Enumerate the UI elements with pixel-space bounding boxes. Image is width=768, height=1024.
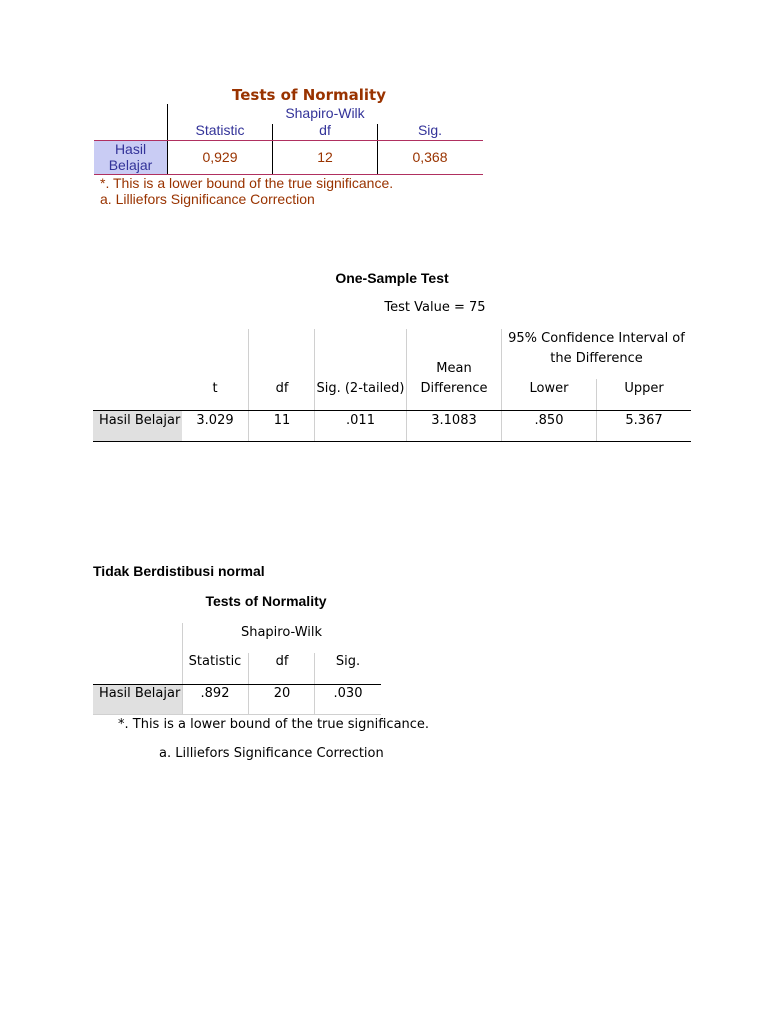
table2-test-value: Test Value = 75 bbox=[384, 300, 486, 315]
table1-value-sig: 0,368 bbox=[412, 149, 448, 165]
table1-value-statistic: 0,929 bbox=[202, 149, 238, 165]
table2-ci-header-line1: 95% Confidence Interval of bbox=[508, 331, 685, 346]
table1-rule bbox=[94, 140, 483, 141]
table1-title: Tests of Normality bbox=[232, 86, 386, 104]
table1-row-label-line1: Hasil bbox=[114, 141, 147, 157]
table2-mean-header-line2: Difference bbox=[420, 381, 488, 396]
table2-divider bbox=[406, 329, 407, 441]
table2-value-mean-diff: 3.1083 bbox=[431, 413, 477, 428]
table1-col-sig: Sig. bbox=[417, 122, 443, 138]
table3-col-sig: Sig. bbox=[335, 654, 361, 669]
table2-col-df: df bbox=[275, 381, 289, 396]
table2-col-t: t bbox=[212, 381, 218, 396]
table2-divider bbox=[248, 329, 249, 441]
table3-footnote-1: *. This is a lower bound of the true significance. bbox=[118, 717, 430, 732]
table3-rule bbox=[93, 684, 381, 685]
table2-col-sig: Sig. (2-tailed) bbox=[316, 381, 405, 396]
table2-rule bbox=[93, 441, 691, 442]
table2-col-upper: Upper bbox=[624, 381, 664, 396]
table2-mean-header-line1: Mean bbox=[436, 361, 472, 376]
table3-col-df: df bbox=[275, 654, 289, 669]
table1-value-df: 12 bbox=[317, 149, 333, 165]
table2-value-df: 11 bbox=[273, 413, 291, 428]
section-heading: Tidak Berdistibusi normal bbox=[93, 563, 265, 579]
table3-row-label: Hasil Belajar bbox=[99, 686, 181, 701]
table2-ci-header-line2: the Difference bbox=[550, 351, 643, 366]
table3-value-statistic: .892 bbox=[200, 686, 230, 701]
table1-group-header: Shapiro-Wilk bbox=[285, 105, 365, 121]
table1-row-label bbox=[94, 140, 167, 174]
table1-footnote-2: a. Lilliefors Significance Correction bbox=[100, 191, 315, 207]
table2-divider bbox=[501, 329, 502, 441]
table3-title: Tests of Normality bbox=[205, 593, 327, 609]
table2-divider bbox=[314, 329, 315, 441]
table3-divider bbox=[182, 623, 183, 715]
table3-value-df: 20 bbox=[273, 686, 291, 701]
table2-rule bbox=[93, 410, 691, 411]
table2-title: One-Sample Test bbox=[335, 270, 449, 286]
table2-col-lower: Lower bbox=[529, 381, 569, 396]
table1-col-statistic: Statistic bbox=[195, 122, 245, 138]
table1-divider bbox=[377, 124, 378, 175]
table2-value-sig: .011 bbox=[346, 413, 375, 428]
table2-value-t: 3.029 bbox=[196, 413, 234, 428]
table3-value-sig: .030 bbox=[333, 686, 363, 701]
table3-col-statistic: Statistic bbox=[188, 654, 242, 669]
table1-row-label-line2: Belajar bbox=[108, 157, 153, 173]
table1-col-df: df bbox=[319, 122, 331, 138]
table2-row-label: Hasil Belajar bbox=[99, 413, 181, 428]
table2-value-upper: 5.367 bbox=[625, 413, 663, 428]
table1-divider bbox=[272, 124, 273, 175]
table2-value-lower: .850 bbox=[534, 413, 564, 428]
table1-footnote-1: *. This is a lower bound of the true significance. bbox=[100, 175, 394, 191]
table3-rule bbox=[93, 714, 381, 715]
table3-footnote-2: a. Lilliefors Significance Correction bbox=[159, 746, 384, 761]
table3-group-header: Shapiro-Wilk bbox=[240, 625, 323, 640]
